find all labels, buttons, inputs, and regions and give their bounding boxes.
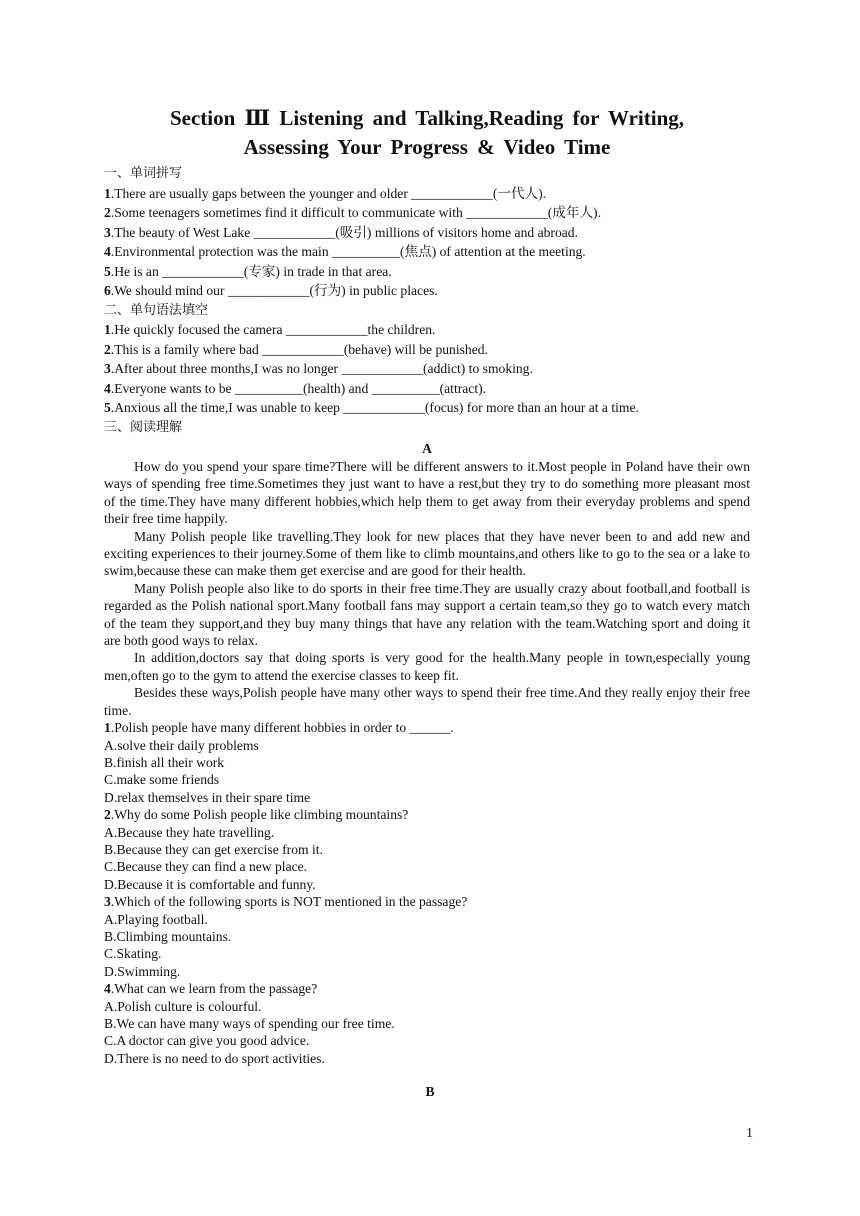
part2-section — [104, 301, 750, 418]
part1-items — [104, 184, 750, 301]
item-number: 3 — [104, 224, 111, 240]
item-number: 6 — [104, 283, 111, 298]
answer-option: D.Swimming. — [104, 963, 181, 979]
item-number: 1 — [104, 185, 111, 201]
item-text: .He quickly focused the camera ____________the children. — [110, 322, 436, 337]
part3-section — [104, 418, 750, 1068]
page-number: 1 — [746, 1126, 753, 1141]
exercise-item — [104, 262, 750, 282]
answer-option: B.Because they can get exercise from it. — [104, 841, 323, 857]
answer-option: A.Because they hate travelling. — [104, 824, 275, 840]
item-number: 2 — [104, 205, 111, 220]
exercise-item — [104, 281, 750, 301]
passage-paragraph: How do you spend your spare time?There will be different answers to it.Most people in Poland have their own ways of spending free time.Sometimes they just want to have a rest,but they try to do something more pleasant most of the time.They have many different hobbies,which help them to get away from their everyday problems and spend their free time happily. — [104, 459, 750, 527]
part3-heading: 三、阅读理解 — [104, 419, 183, 435]
passage-paragraph: Besides these ways,Polish people have many other ways to spend their free time.And they really enjoy their free time. — [104, 685, 750, 718]
exercise-item — [104, 320, 750, 340]
item-number: 2 — [104, 341, 111, 357]
answer-option: B.finish all their work — [104, 754, 225, 770]
part2-items — [104, 320, 750, 418]
question-stem — [104, 893, 750, 910]
exercise-item — [104, 379, 750, 399]
item-text: .After about three months,I was no longer ____________(addict) to smoking. — [110, 361, 533, 376]
part1-section — [104, 164, 750, 301]
exercise-item — [104, 398, 750, 418]
passage-a-text — [104, 458, 750, 719]
part1-heading: 一、单词拼写 — [104, 166, 183, 181]
answer-option: D.Because it is comfortable and funny. — [104, 876, 316, 892]
item-text: .There are usually gaps between the younger and older ____________(一代人). — [110, 185, 547, 201]
item-text: .Environmental protection was the main __________(焦点) of attention at the meeting. — [110, 244, 586, 259]
answer-option: C.A doctor can give you good advice. — [104, 1033, 310, 1049]
answer-option: B.We can have many ways of spending our free time. — [104, 1016, 395, 1031]
passage-paragraph: Many Polish people like travelling.They look for new places that they have never been to and add new and exciting experiences to their journey.Some of them like to climb mountains,and others like to go to the sea or a lake to swim,because these can make them get exercise and are good for their health. — [104, 528, 750, 579]
exercise-item — [104, 223, 750, 243]
question-text: .Which of the following sports is NOT mentioned in the passage? — [110, 894, 468, 910]
item-number: 5 — [104, 263, 111, 279]
item-text: .He is an ____________(专家) in trade in that area. — [110, 263, 392, 279]
document-title — [104, 104, 750, 162]
passage-paragraph: Many Polish people also like to do sports in their free time.They are usually crazy about football,and football is regarded as the Polish national sport.Many football fans may support a certain team,so they go to watch every match of the team they support,and they buy many things that have any relation with the team.Watching sport and doing it are both good ways to relax. — [104, 580, 750, 649]
title-line-2: Assessing Your Progress & Video Time — [243, 135, 611, 159]
document-page — [104, 104, 750, 1067]
answer-option: C.Skating. — [104, 946, 162, 962]
exercise-item — [104, 340, 750, 360]
exercise-item — [104, 184, 750, 204]
question-text: .What can we learn from the passage? — [110, 981, 318, 997]
item-number: 1 — [104, 322, 111, 337]
question-stem — [104, 980, 750, 997]
item-text: .Some teenagers sometimes find it difficult to communicate with ____________(成年人). — [110, 205, 601, 220]
question-text: .Polish people have many different hobbies in order to ______. — [110, 720, 454, 736]
question-stem — [104, 719, 750, 736]
item-number: 4 — [104, 244, 111, 259]
answer-option: C.make some friends — [104, 772, 220, 788]
answer-option: A.Playing football. — [104, 911, 208, 927]
exercise-item — [104, 242, 750, 262]
item-number: 3 — [104, 361, 111, 376]
item-text: .We should mind our ____________(行为) in public places. — [110, 283, 438, 298]
answer-option: C.Because they can find a new place. — [104, 859, 308, 875]
question-text: .Why do some Polish people like climbing mountains? — [110, 807, 409, 823]
answer-option: A.Polish culture is colourful. — [104, 998, 262, 1014]
part2-heading: 二、单句语法填空 — [104, 302, 209, 318]
item-text: .This is a family where bad ____________(behave) will be punished. — [110, 341, 488, 357]
title-line-1: Section Ⅲ Listening and Talking,Reading for Writing, — [169, 106, 685, 130]
answer-option: A.solve their daily problems — [104, 737, 259, 753]
passage-a-label: A — [422, 441, 432, 456]
question-number: 2 — [104, 807, 111, 823]
answer-option: B.Climbing mountains. — [104, 928, 232, 944]
question-stem — [104, 806, 750, 823]
passage-b-label: B — [425, 1084, 435, 1099]
answer-option: D.relax themselves in their spare time — [104, 789, 311, 805]
item-number: 4 — [104, 380, 111, 396]
item-text: .The beauty of West Lake ____________(吸引) millions of visitors home and abroad. — [110, 224, 578, 240]
exercise-item — [104, 359, 750, 379]
item-text: .Anxious all the time,I was unable to keep ____________(focus) for more than an hour at a time. — [110, 400, 639, 415]
exercise-item — [104, 203, 750, 223]
question-number: 1 — [104, 720, 111, 736]
item-text: .Everyone wants to be __________(health) and __________(attract). — [110, 380, 487, 396]
item-number: 5 — [104, 400, 111, 415]
passage-a-questions — [104, 719, 750, 1067]
question-number: 4 — [104, 981, 111, 997]
passage-paragraph: In addition,doctors say that doing sports is very good for the health.Many people in town,especially young men,often go to the gym to attend the exercise classes to keep fit. — [104, 650, 750, 683]
question-number: 3 — [104, 894, 111, 910]
answer-option: D.There is no need to do sport activities. — [104, 1050, 325, 1066]
